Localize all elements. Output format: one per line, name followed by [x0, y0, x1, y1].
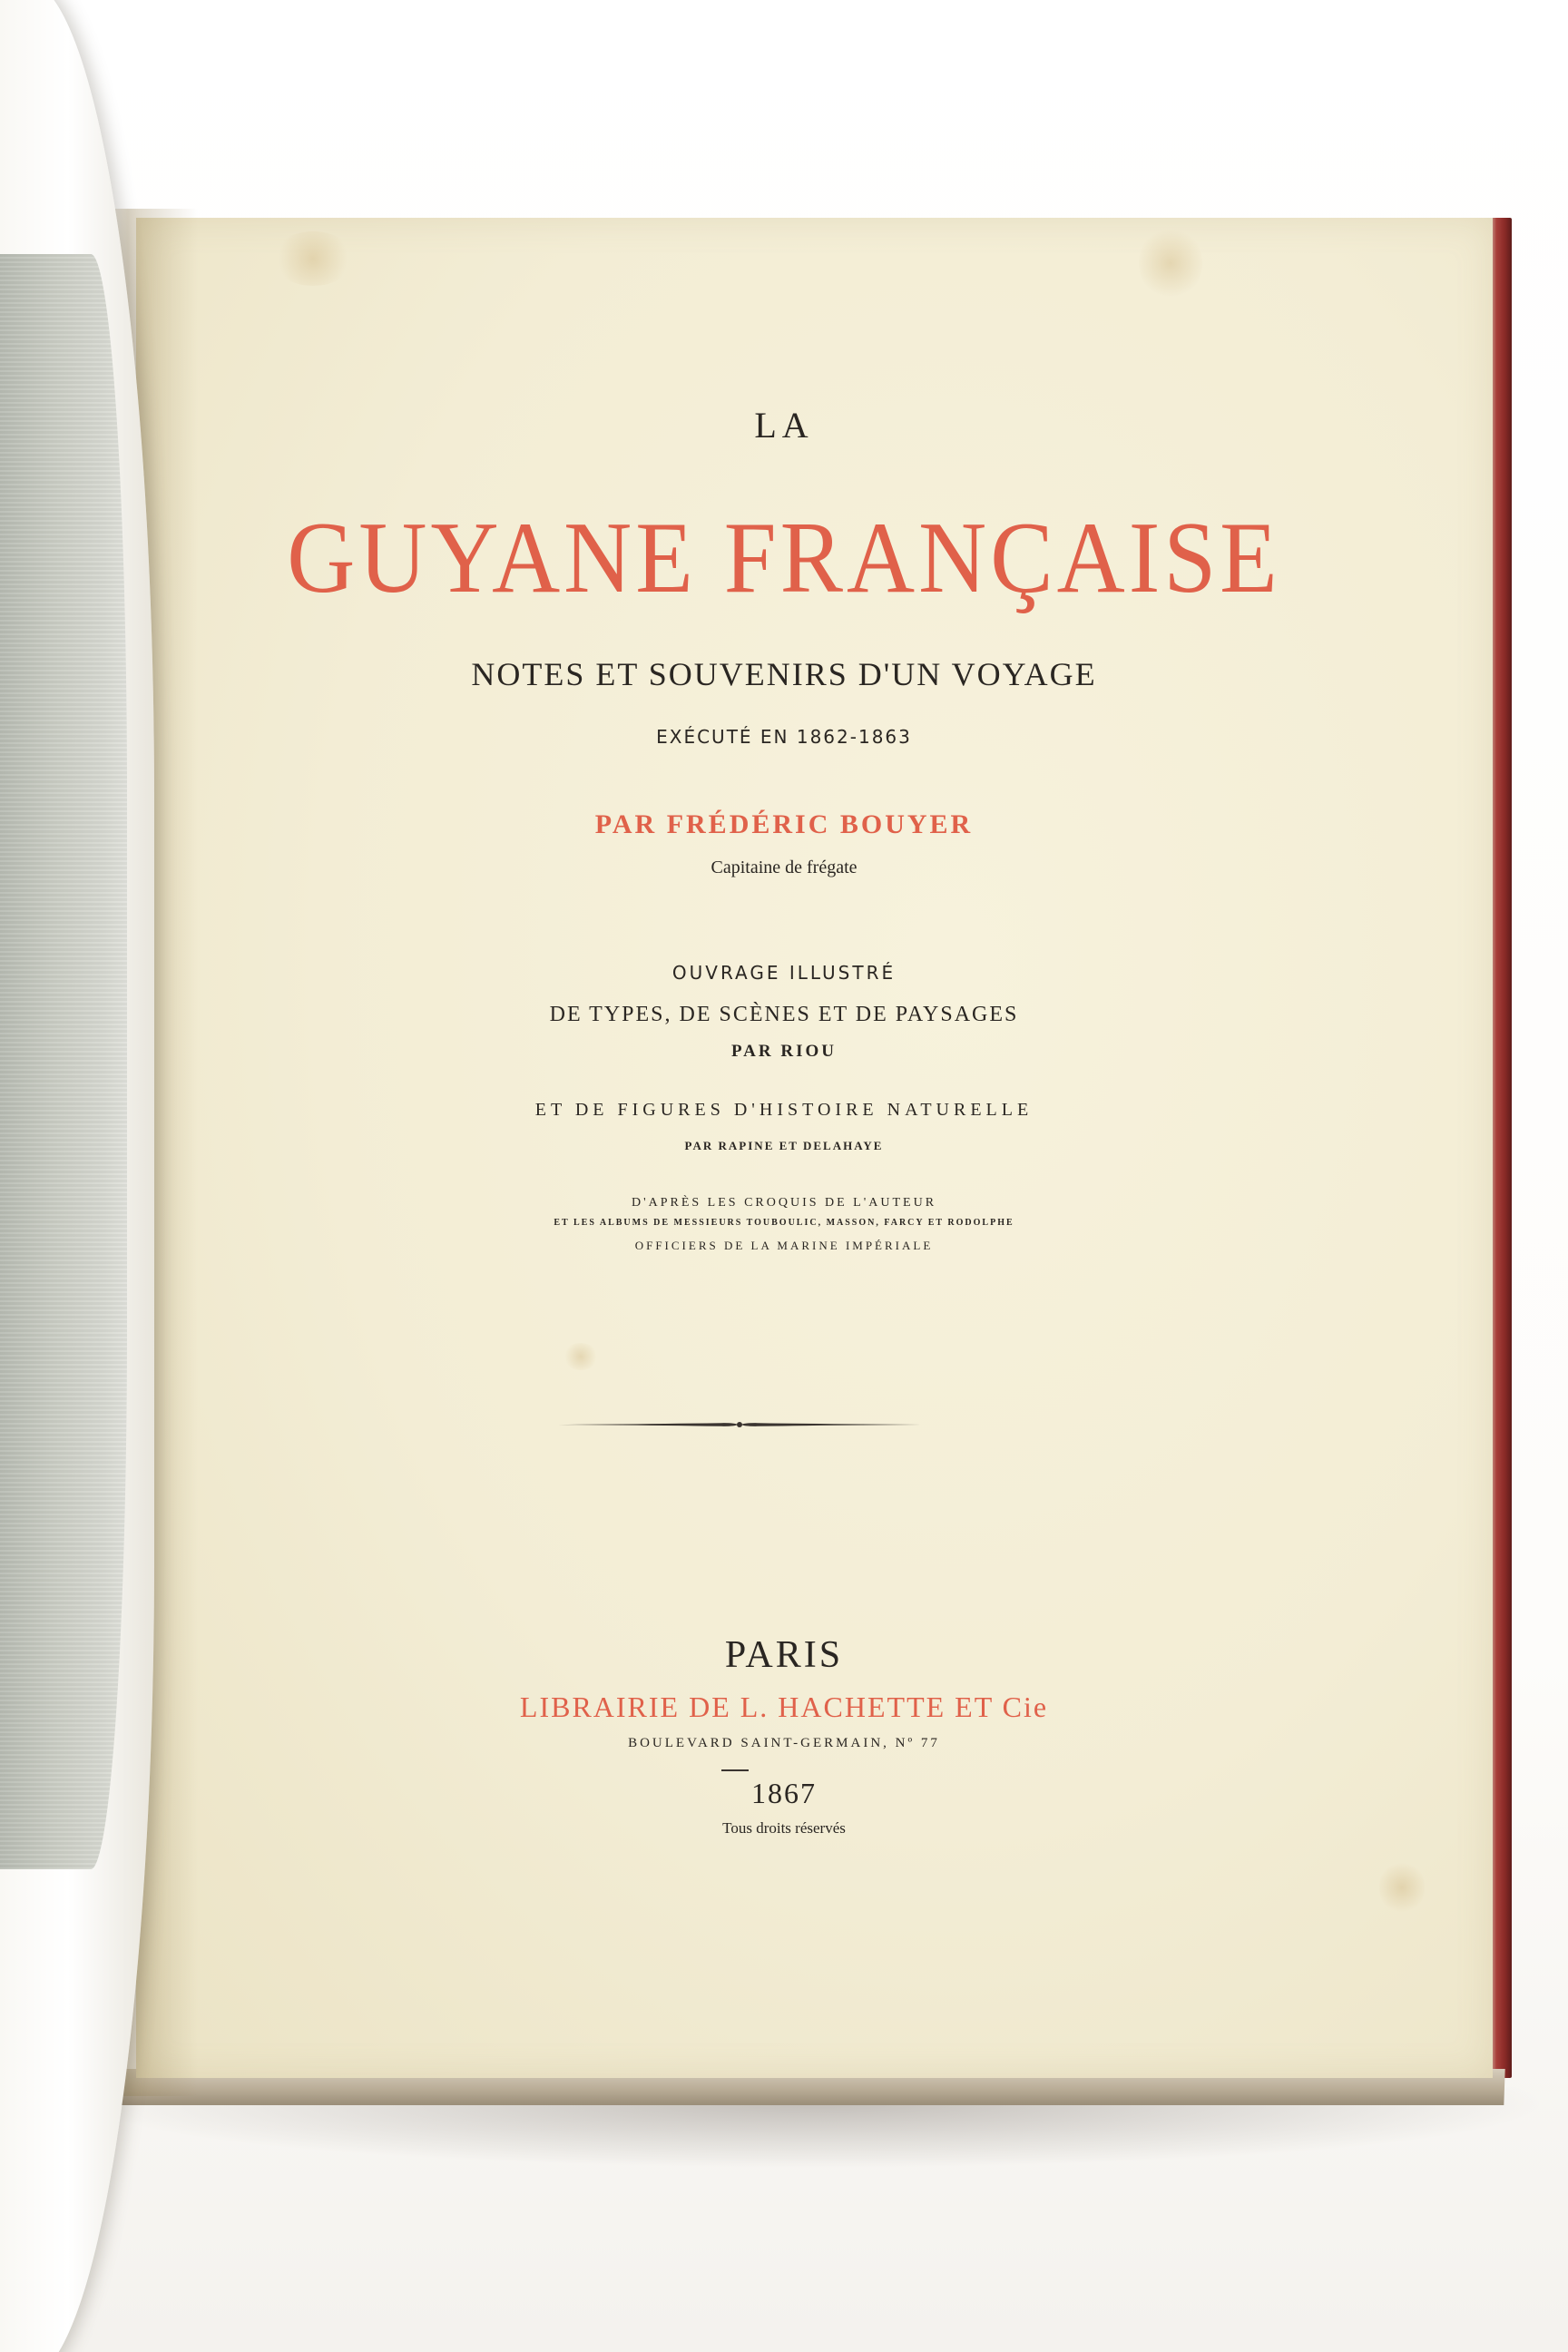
subtitle: NOTES ET SOUVENIRS D'UN VOYAGE — [471, 656, 1097, 692]
illustrated-line: OUVRAGE ILLUSTRÉ — [671, 962, 897, 984]
officers-line: OFFICIERS DE LA MARINE IMPÉRIALE — [634, 1239, 934, 1252]
publisher-address: BOULEVARD SAINT-GERMAIN, Nº 77 — [628, 1736, 940, 1750]
foxing-spot — [1139, 227, 1202, 299]
albums-line: ET LES ALBUMS DE MESSIEURS TOUBOULIC, MASSON, FARCY ET RODOLPHE — [554, 1218, 1014, 1228]
frontispiece-plate-edge — [0, 254, 127, 1869]
author-line: PAR FRÉDÉRIC BOUYER — [594, 809, 974, 839]
foxing-spot — [272, 231, 354, 286]
rights-notice: Tous droits réservés — [722, 1819, 846, 1837]
ornament-divider — [558, 1421, 921, 1428]
types-line: DE TYPES, DE SCÈNES ET DE PAYSAGES — [549, 1003, 1019, 1026]
short-rule — [721, 1769, 749, 1771]
publisher: LIBRAIRIE DE L. HACHETTE ET Cie — [519, 1690, 1049, 1723]
figures-line: ET DE FIGURES D'HISTOIRE NATURELLE — [534, 1100, 1034, 1120]
main-title: GUYANE FRANÇAISE — [287, 501, 1281, 614]
sketches-line: D'APRÈS LES CROQUIS DE L'AUTEUR — [631, 1196, 937, 1210]
foxing-spot — [563, 1343, 599, 1370]
rapine-line: PAR RAPINE ET DELAHAYE — [684, 1139, 884, 1152]
execution-dates: EXÉCUTÉ EN 1862-1863 — [656, 726, 912, 748]
foxing-spot — [1379, 1860, 1425, 1915]
author-rank: Capitaine de frégate — [710, 858, 858, 877]
riou-line: PAR RIOU — [730, 1042, 837, 1061]
city: PARIS — [724, 1634, 844, 1676]
publication-year: 1867 — [751, 1777, 817, 1809]
title-article: LA — [754, 405, 814, 446]
